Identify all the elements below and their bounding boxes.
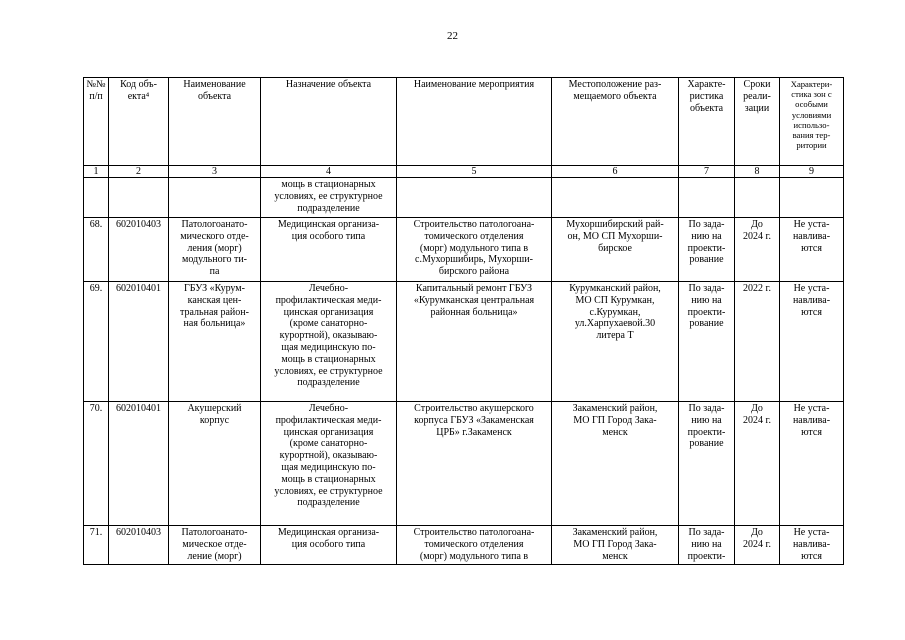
zone-characteristic: Не уста- навлива- ются: [780, 526, 844, 565]
header-cell: Характе- ристика объекта: [679, 78, 735, 166]
column-number: 3: [169, 166, 261, 178]
table-row: [84, 402, 844, 526]
column-number: 6: [552, 166, 679, 178]
row-number: 71.: [84, 526, 109, 565]
row-number: 69.: [84, 282, 109, 402]
object-name: Патологоанато- мическое отде- ление (морг): [169, 526, 261, 565]
header-cell: Характери- стика зон с особыми условиями использо- вания тер- ритории: [780, 78, 844, 166]
measure-name: Строительство акушерского корпуса ГБУЗ «Закаменская ЦРБ» г.Закаменск: [397, 402, 552, 526]
object-characteristic: По зада- нию на проекти-: [679, 526, 735, 565]
object-code: 602010403: [109, 218, 169, 282]
header-cell: №№ п/п: [84, 78, 109, 166]
object-purpose: Лечебно- профилактическая меди- цинская организация (кроме санаторно- курортной), оказываю- щая медицинскую по- мощь в стационарных условиях, ее структурное подразделение: [261, 402, 397, 526]
object-location: Закаменский район, МО ГП Город Зака- менск: [552, 402, 679, 526]
table-row: [84, 282, 844, 402]
implementation-term: 2022 г.: [735, 282, 780, 402]
object-characteristic: По зада- нию на проекти- рование: [679, 402, 735, 526]
column-number: 2: [109, 166, 169, 178]
objects-table: [83, 77, 844, 565]
header-cell: Наименование мероприятия: [397, 78, 552, 166]
column-number: 4: [261, 166, 397, 178]
object-characteristic: [679, 178, 735, 218]
object-location: Курумканский район, МО СП Курумкан, с.Курумкан, ул.Харпухаевой.30 литера Т: [552, 282, 679, 402]
table-row: [84, 526, 844, 565]
object-characteristic: По зада- нию на проекти- рование: [679, 218, 735, 282]
object-code: 602010401: [109, 282, 169, 402]
object-characteristic: По зада- нию на проекти- рование: [679, 282, 735, 402]
column-number: 8: [735, 166, 780, 178]
header-row: [84, 78, 844, 166]
zone-characteristic: Не уста- навлива- ются: [780, 282, 844, 402]
measure-name: Строительство патологоана- томического отделения (морг) модульного типа в: [397, 526, 552, 565]
object-code: 602010403: [109, 526, 169, 565]
header-cell: Сроки реали- зации: [735, 78, 780, 166]
column-number: 9: [780, 166, 844, 178]
object-name: Акушерский корпус: [169, 402, 261, 526]
object-code: 602010401: [109, 402, 169, 526]
object-code: [109, 178, 169, 218]
object-purpose: мощь в стационарных условиях, ее структурное подразделение: [261, 178, 397, 218]
column-number: 5: [397, 166, 552, 178]
implementation-term: До 2024 г.: [735, 402, 780, 526]
object-location: Закаменский район, МО ГП Город Зака- менск: [552, 526, 679, 565]
column-number: 1: [84, 166, 109, 178]
table-row: [84, 178, 844, 218]
object-purpose: Медицинская организа- ция особого типа: [261, 526, 397, 565]
object-purpose: Лечебно- профилактическая меди- цинская организация (кроме санаторно- курортной), оказываю- щая медицинскую по- мощь в стационарных условиях, ее структурное подразделение: [261, 282, 397, 402]
header-cell: Наименование объекта: [169, 78, 261, 166]
object-location: [552, 178, 679, 218]
object-name: [169, 178, 261, 218]
row-number: 70.: [84, 402, 109, 526]
measure-name: Капитальный ремонт ГБУЗ «Курумканская центральная районная больница»: [397, 282, 552, 402]
implementation-term: [735, 178, 780, 218]
column-number: 7: [679, 166, 735, 178]
zone-characteristic: Не уста- навлива- ются: [780, 402, 844, 526]
implementation-term: До 2024 г.: [735, 218, 780, 282]
row-number: [84, 178, 109, 218]
header-cell: Код объ- екта⁴: [109, 78, 169, 166]
object-name: ГБУЗ «Курум- канская цен- тральная район- ная больница»: [169, 282, 261, 402]
table-row: [84, 218, 844, 282]
object-purpose: Медицинская организа- ция особого типа: [261, 218, 397, 282]
measure-name: Строительство патологоана- томического отделения (морг) модульного типа в с.Мухоршибирь, Мухорши- бирского района: [397, 218, 552, 282]
page-number: 22: [447, 30, 458, 42]
implementation-term: До 2024 г.: [735, 526, 780, 565]
object-location: Мухоршибирский рай- он, МО СП Мухорши- бирское: [552, 218, 679, 282]
zone-characteristic: Не уста- навлива- ются: [780, 218, 844, 282]
zone-characteristic: [780, 178, 844, 218]
object-name: Патологоанато- мического отде- ления (морг) модульного ти- па: [169, 218, 261, 282]
row-number: 68.: [84, 218, 109, 282]
column-numbers-row: [84, 166, 844, 178]
measure-name: [397, 178, 552, 218]
header-cell: Местоположение раз- мещаемого объекта: [552, 78, 679, 166]
header-cell: Назначение объекта: [261, 78, 397, 166]
